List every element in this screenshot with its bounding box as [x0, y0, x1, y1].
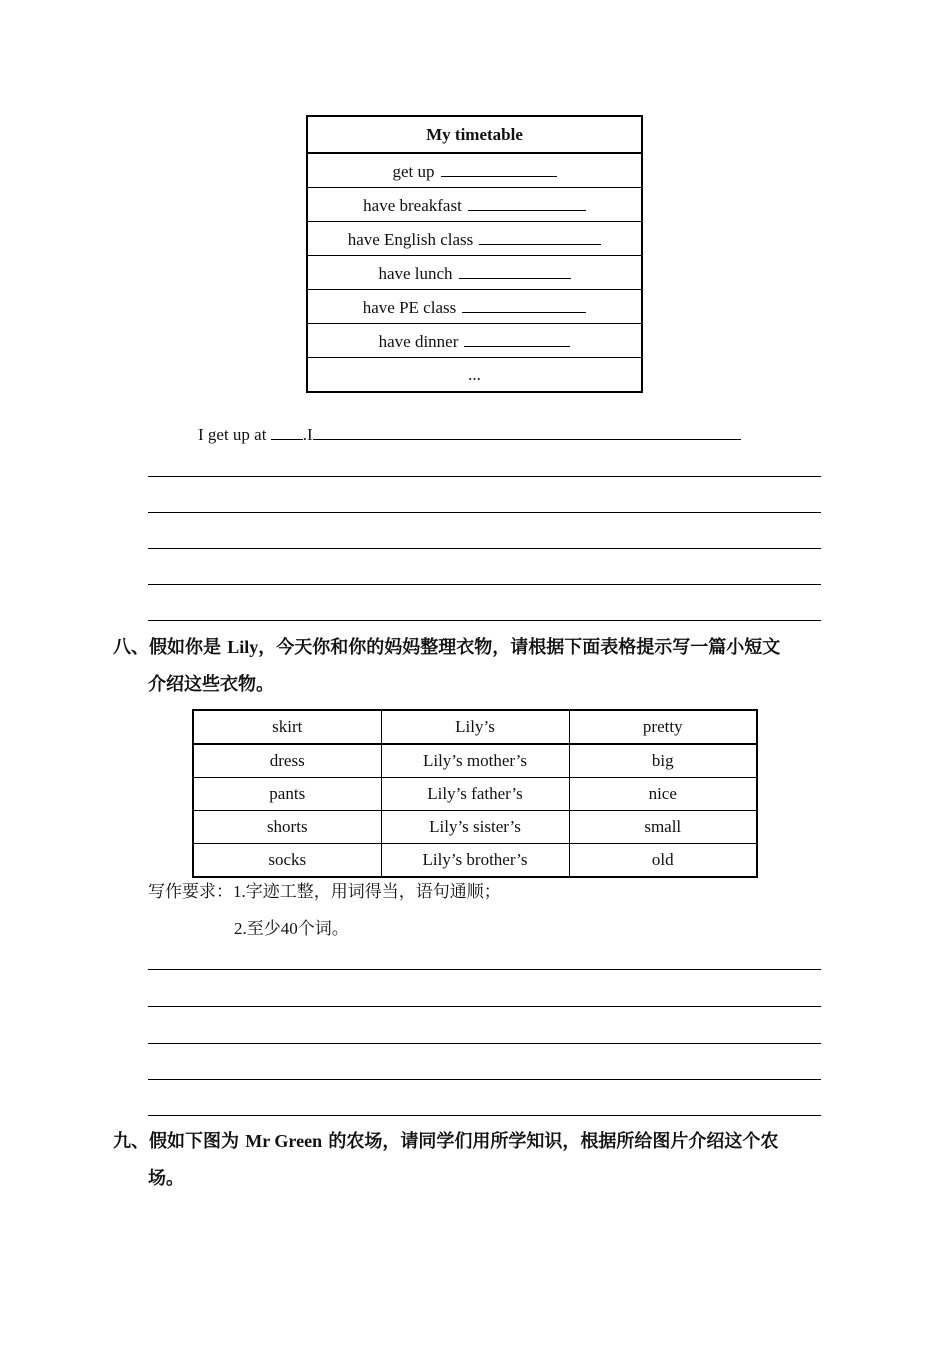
timetable-row: have English class — [307, 222, 642, 256]
clothes-table — [192, 709, 758, 878]
writing-line[interactable] — [148, 620, 821, 621]
table-cell: Lily’s brother’s — [381, 844, 569, 878]
answer-blank[interactable] — [464, 330, 570, 347]
answer-blank[interactable] — [462, 296, 586, 313]
table-cell: Lily’s father’s — [381, 778, 569, 811]
timetable-ellipsis: ... — [307, 358, 642, 393]
timetable — [306, 115, 643, 393]
writing-requirement-1: 写作要求：1.字迹工整，用词得当，语句通顺； — [148, 882, 501, 902]
table-cell: old — [569, 844, 757, 878]
writing-start-line: I get up at .I — [198, 423, 741, 445]
timetable-row: have PE class — [307, 290, 642, 324]
writing-line[interactable] — [148, 476, 821, 477]
writing-line[interactable] — [148, 1006, 821, 1007]
question-9: 九、假如下图为 Mr Green 的农场，请同学们用所学知识，根据所给图片介绍这个农 场。 — [113, 1131, 779, 1189]
table-cell: pants — [193, 778, 381, 811]
table-cell: shorts — [193, 811, 381, 844]
table-cell: big — [569, 744, 757, 778]
timetable-row: have dinner — [307, 324, 642, 358]
writing-line[interactable] — [148, 969, 821, 970]
writing-line[interactable] — [148, 584, 821, 585]
timetable-row: get up — [307, 153, 642, 188]
table-cell: Lily’s mother’s — [381, 744, 569, 778]
writing-requirement-2: 2.至少40个词。 — [234, 919, 349, 939]
timetable-row: have lunch — [307, 256, 642, 290]
table-cell: Lily’s — [381, 710, 569, 744]
answer-blank[interactable] — [459, 262, 571, 279]
question-8: 八、假如你是 Lily，今天你和你的妈妈整理衣物，请根据下面表格提示写一篇小短文 介绍这些衣物。 — [113, 637, 781, 695]
writing-line[interactable] — [148, 1043, 821, 1044]
writing-blank[interactable] — [313, 423, 741, 440]
table-cell: socks — [193, 844, 381, 878]
timetable-row: have breakfast — [307, 188, 642, 222]
table-cell: small — [569, 811, 757, 844]
table-cell: pretty — [569, 710, 757, 744]
table-cell: Lily’s sister’s — [381, 811, 569, 844]
writing-line[interactable] — [148, 548, 821, 549]
writing-line[interactable] — [148, 1079, 821, 1080]
answer-blank[interactable] — [479, 228, 601, 245]
timetable-title: My timetable — [307, 116, 642, 153]
table-cell: skirt — [193, 710, 381, 744]
table-cell: nice — [569, 778, 757, 811]
writing-line[interactable] — [148, 512, 821, 513]
writing-line[interactable] — [148, 1115, 821, 1116]
time-blank[interactable] — [271, 423, 303, 440]
answer-blank[interactable] — [468, 194, 586, 211]
table-cell: dress — [193, 744, 381, 778]
answer-blank[interactable] — [441, 160, 557, 177]
